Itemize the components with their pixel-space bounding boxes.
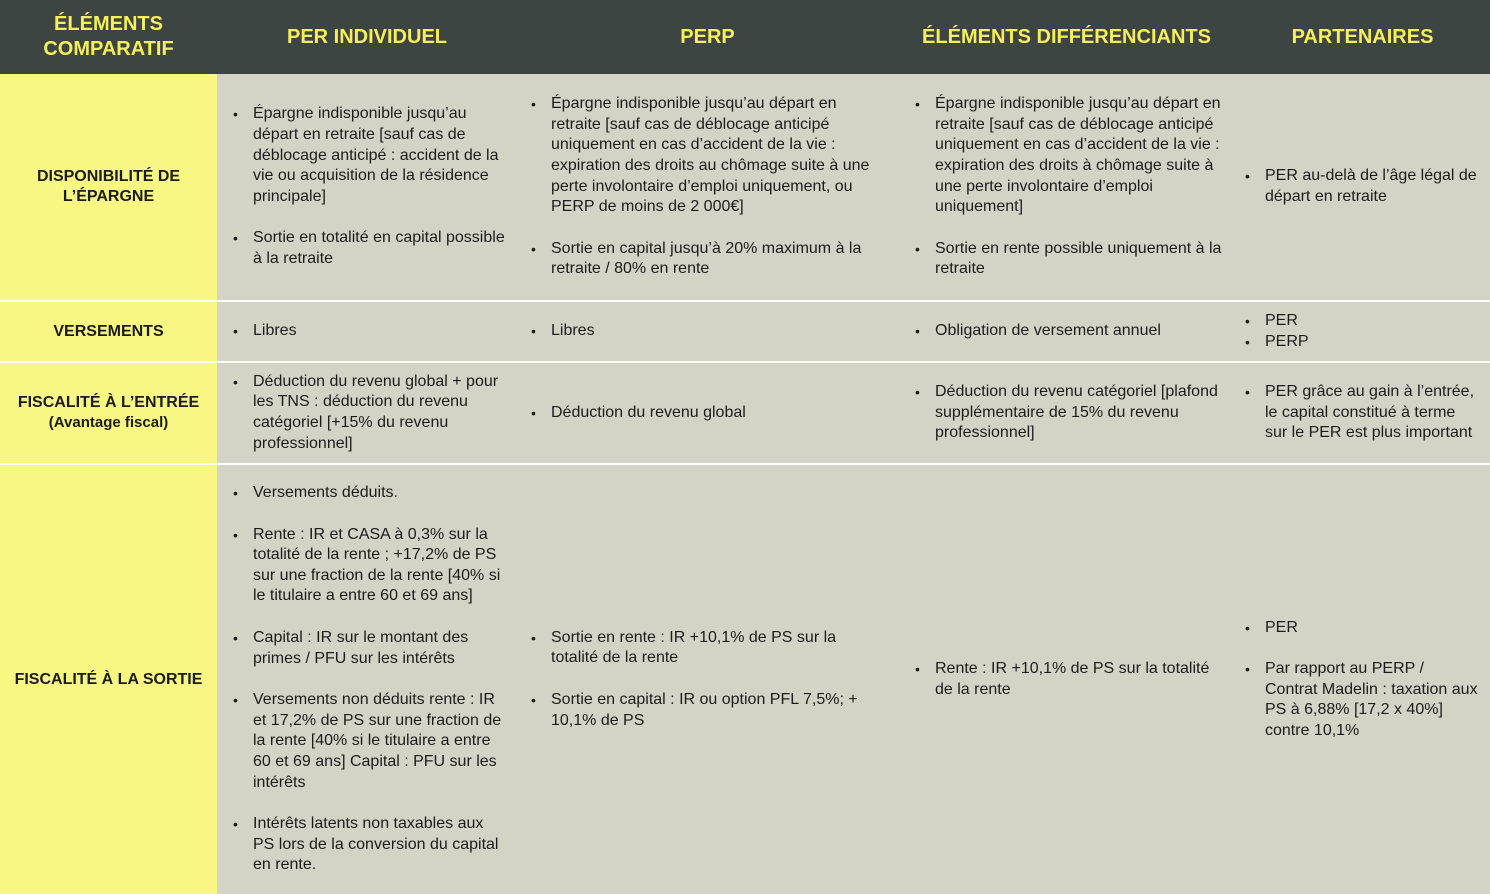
row-label-subtext: (Avantage fiscal) (48, 414, 169, 431)
header-perp: PERP (517, 0, 898, 74)
list-item: • Libres (231, 321, 505, 342)
list-item: • Sortie en rente possible uniquement à la retraite (913, 239, 1223, 280)
list-item: • PER (1243, 618, 1478, 639)
list-item: • Déduction du revenu global + pour les TNS : déduction du revenu catégoriel [+15% du revenu professionnel] (231, 372, 505, 454)
list-item: • Épargne indisponible jusqu’au départ en retraite [sauf cas de déblocage anticipé : accident de la vie ou acquisition de la résidence principale] (231, 104, 505, 207)
list-item: • PER au-delà de l’âge légal de départ en retraite (1243, 166, 1478, 207)
row-label-versements (0, 300, 217, 361)
cell-perp-disponibilite (517, 74, 898, 300)
list-item: • PERP (1243, 332, 1478, 353)
cell-per-fiscalite-sortie (217, 463, 517, 894)
list-item: • Capital : IR sur le montant des primes / PFU sur les intérêts (231, 628, 505, 669)
row-label-text: FISCALITÉ À LA SORTIE (14, 670, 203, 688)
list-item: • Obligation de versement annuel (913, 321, 1223, 342)
list-item: • Déduction du revenu catégoriel [plafond supplémentaire de 15% du revenu professionnel] (913, 382, 1223, 444)
header-per-individuel: PER INDIVIDUEL (217, 0, 517, 74)
cell-perp-fiscalite-sortie (517, 463, 898, 894)
cell-per-fiscalite-entree (217, 361, 517, 463)
row-label-fiscalite-sortie (0, 463, 217, 894)
cell-diff-versements (898, 300, 1235, 361)
cell-part-versements (1235, 300, 1490, 361)
row-label-text: FISCALITÉ À L’ENTRÉE (17, 394, 200, 411)
cell-perp-fiscalite-entree (517, 361, 898, 463)
list-item: • Épargne indisponible jusqu’au départ en retraite [sauf cas de déblocage anticipé uniquement en cas d’accident de la vie : expiration des droits au chômage suite à une perte involontaire d’emploi uniquement, ou PERP de moins de 2 000€] (529, 94, 886, 218)
row-label-text: DISPONIBILITÉ DE L’ÉPARGNE (36, 168, 181, 205)
cell-part-fiscalite-sortie (1235, 463, 1490, 894)
list-item: • Par rapport au PERP / Contrat Madelin : taxation aux PS à 6,88% [17,2 x 40%] contre 10,1% (1243, 659, 1478, 741)
list-item: • Rente : IR et CASA à 0,3% sur la totalité de la rente ; +17,2% de PS sur une fraction de la rente [40% si le titulaire a entre 60 et 69 ans] (231, 525, 505, 607)
list-item: • Déduction du revenu global (529, 403, 886, 424)
row-label-text: VERSEMENTS (53, 322, 164, 340)
list-item: • PER grâce au gain à l’entrée, le capital constitué à terme sur le PER est plus important (1243, 382, 1478, 444)
list-item: • Versements non déduits rente : IR et 17,2% de PS sur une fraction de la rente [40% si le titulaire a entre 60 et 69 ans] Capital : PFU sur les intérêts (231, 690, 505, 793)
cell-diff-fiscalite-entree (898, 361, 1235, 463)
list-item: • Rente : IR +10,1% de PS sur la totalité de la rente (913, 659, 1223, 700)
list-item: • Sortie en totalité en capital possible à la retraite (231, 228, 505, 269)
header-elements-differenciants: ÉLÉMENTS DIFFÉRENCIANTS (898, 0, 1235, 74)
cell-diff-fiscalite-sortie (898, 463, 1235, 894)
row-label-fiscalite-entree (0, 361, 217, 463)
list-item: • Sortie en capital : IR ou option PFL 7,5%; + 10,1% de PS (529, 690, 886, 731)
header-elements-comparatif: ÉLÉMENTS COMPARATIF (0, 0, 217, 74)
list-item: • Sortie en rente : IR +10,1% de PS sur la totalité de la rente (529, 628, 886, 669)
cell-per-disponibilite (217, 74, 517, 300)
list-item: • Versements déduits. (231, 483, 505, 504)
row-label-disponibilite (0, 74, 217, 300)
cell-part-disponibilite (1235, 74, 1490, 300)
list-item: • Épargne indisponible jusqu’au départ en retraite [sauf cas de déblocage anticipé uniquement en cas d’accident de la vie : expiration des droits à chômage suite à une perte involontaire d’emploi uniquement] (913, 94, 1223, 218)
cell-perp-versements (517, 300, 898, 361)
header-partenaires: PARTENAIRES (1235, 0, 1490, 74)
list-item: • PER (1243, 311, 1478, 332)
cell-part-fiscalite-entree (1235, 361, 1490, 463)
list-item: • Libres (529, 321, 886, 342)
list-item: • Intérêts latents non taxables aux PS lors de la conversion du capital en rente. (231, 814, 505, 876)
cell-diff-disponibilite (898, 74, 1235, 300)
cell-per-versements (217, 300, 517, 361)
list-item: • Sortie en capital jusqu’à 20% maximum à la retraite / 80% en rente (529, 239, 886, 280)
